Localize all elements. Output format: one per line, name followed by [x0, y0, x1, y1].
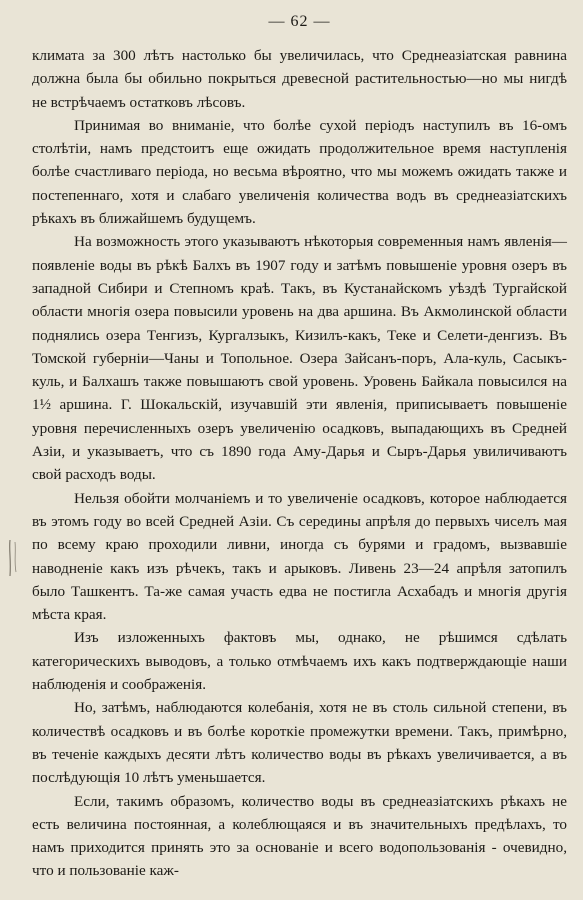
paragraph-6: Но, затѣмъ, наблюдаются колебанія, хотя не въ столь сильной степени, въ количествѣ осадковъ и въ болѣе короткіе промежутки времени. Такъ, примѣрно, въ теченіе каждыхъ десяти лѣтъ количество воды въ рѣкахъ увеличивается, а въ послѣдующія 10 лѣтъ уменьшается.	[32, 699, 567, 787]
paragraph-4: Нельзя обойти молчаніемъ и то увеличеніе осадковъ, которое наблюдается въ этомъ году во всей Средней Азіи. Съ середины апрѣля до первыхъ чиселъ мая по всему краю проходили ливни, иногда съ бурями и градомъ, вызвавшіе наводненіе какъ изъ рѣчекъ, такъ и арыковъ. Ливень 23—24 апрѣля затопилъ было Ташкентъ. Та-же самая участь едва не постигла Асхабадъ и многія другія мѣста края.	[32, 489, 567, 624]
paragraph-7: Если, такимъ образомъ, количество воды въ среднеазіатскихъ рѣкахъ не есть величина постоянная, а колеблющаяся и въ значительныхъ предѣлахъ, то намъ приходится принять это за основаніе и всего водопользованія - очевидно, что и пользованіе каж-	[32, 792, 567, 880]
paragraph-5: Изъ изложенныхъ фактовъ мы, однако, не рѣшимся сдѣлать категорическихъ выводовъ, а только отмѣчаемъ ихъ какъ подтверждающіе наши наблюденія и соображенія.	[32, 629, 567, 694]
body-text	[32, 44, 567, 883]
page-number: — 62 —	[268, 13, 331, 30]
paragraph-2: Принимая во вниманіе, что болѣе сухой періодъ наступилъ въ 16-омъ столѣтіи, намъ предстоитъ еще ожидать продолжительное время наступленія болѣе счастливаго періода, но весьма вѣроятно, что мы можемъ ожидать также и постепеннаго, хотя и слабаго увеличенія количества водъ въ среднеазіатскихъ рѣкахъ въ ближайшемъ будущемъ.	[32, 116, 567, 228]
paragraph-1: климата за 300 лѣтъ настолько бы увеличилась, что Среднеазіатская равнина должна была бы обильно покрыться древесной растительностью—но мы нигдѣ не встрѣчаемъ остатковъ лѣсовъ.	[32, 47, 567, 111]
paragraph-3: На возможность этого указываютъ нѣкоторыя современныя намъ явленія—появленіе воды въ рѣкѣ Балхъ въ 1907 году и затѣмъ повышеніе уровня озеръ въ западной Сибири и Степномъ краѣ. Такъ, въ Кустанайскомъ уѣздѣ Тургайской области многія озера повысили уровень на два аршина. Въ Акмолинской области поднялись озера Тенгизъ, Кургалзыкъ, Кизилъ-какъ, Теке и Селети-денгизъ. Въ Томской губерніи—Чаны и Топольное. Озера Зайсанъ-поръ, Ала-куль, Сасыкъ-куль, и Балхашъ также повышаютъ свой уровень. Уровень Байкала повысился на 1½ аршина. Г. Шокальскій, изучавшій эти явленія, приписываетъ повышеніе уровня перечисленныхъ озеръ увеличенію осадковъ, выпадающихъ въ Средней Азіи, и указываетъ, что съ 1890 года Аму-Дарья и Сыръ-Дарья увиличиваютъ свой расходъ воды.	[32, 233, 567, 484]
margin-pencil-mark	[6, 538, 20, 578]
